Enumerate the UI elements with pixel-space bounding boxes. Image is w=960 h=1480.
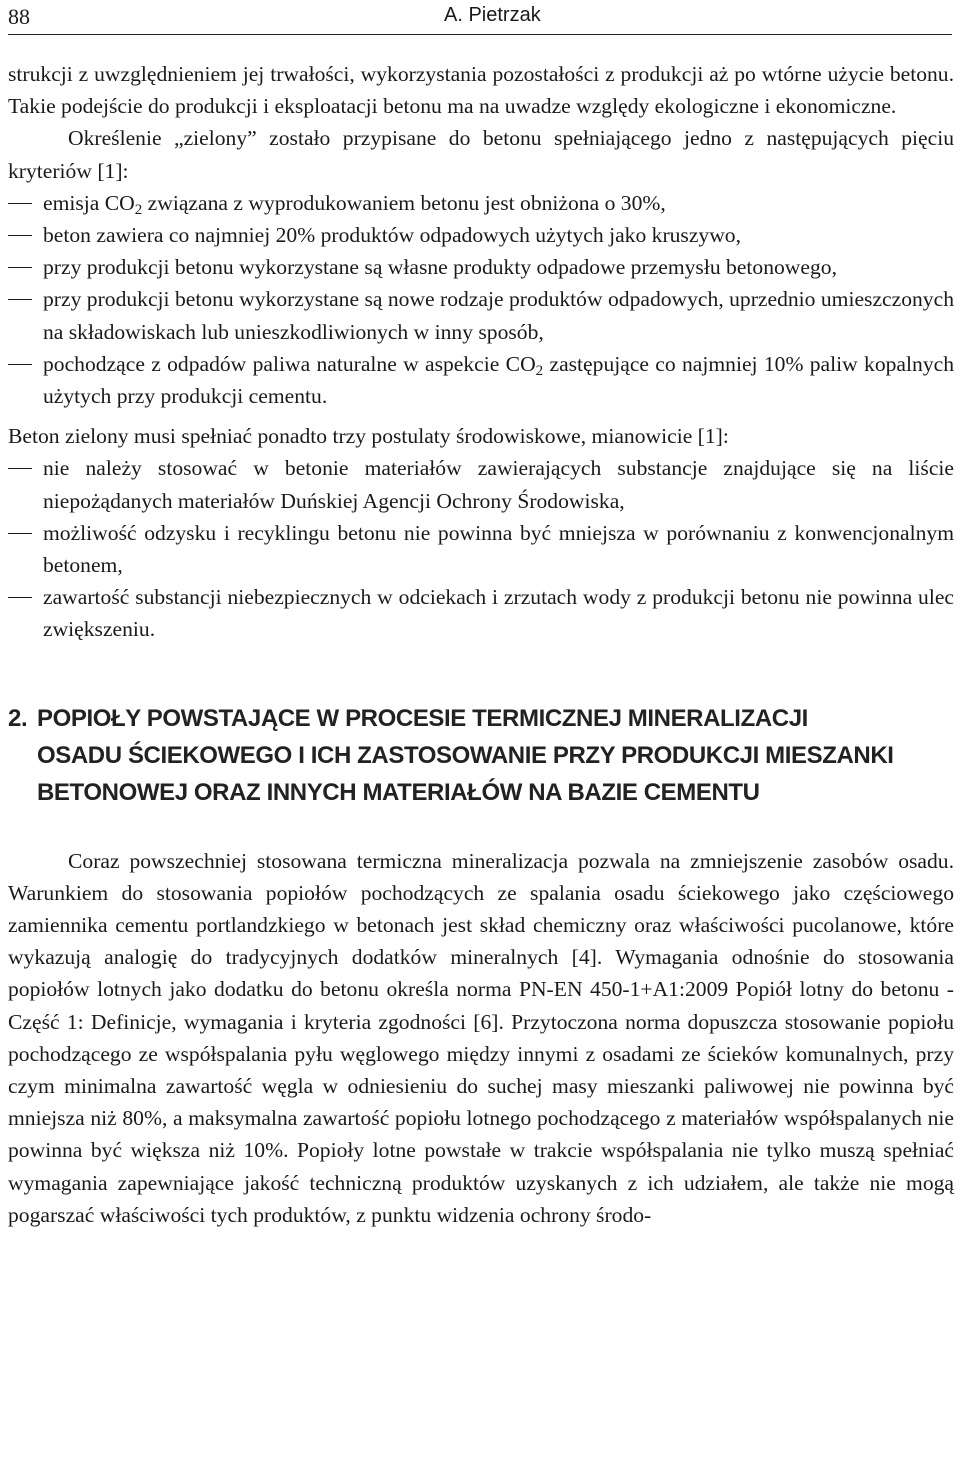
criteria-list xyxy=(8,187,954,412)
body-text xyxy=(8,58,954,1231)
postulate-item: możliwość odzysku i recyklingu betonu nie powinna być mniejsza w porównaniu z konwencjonalnym betonem, xyxy=(8,517,954,581)
paragraph-continuation: strukcji z uwzględnieniem jej trwałości, wykorzystania pozostałości z produkcji aż po wtórne użycie betonu. Takie podejście do produkcji i eksploatacji betonu ma na uwadze względy ekologiczne i ekonomiczne. xyxy=(8,62,954,119)
criteria-item: pochodzące z odpadów paliwa naturalne w aspekcie $CO_2$ zastępujące co najmniej 10% paliw kopalnych użytych przy produkcji cementu. xyxy=(8,348,954,412)
postulate-item: zawartość substancji niebezpiecznych w odciekach i zrzutach wody z produkcji betonu nie powinna ulec zwiększeniu. xyxy=(8,581,954,645)
section-number: 2. xyxy=(8,704,28,732)
criteria-item: emisja $CO_2$ związana z wyprodukowaniem betonu jest obniżona o 30%, xyxy=(8,187,954,219)
paragraph-postulates-intro: Beton zielony musi spełniać ponadto trzy postulaty środowiskowe, mianowicie [1]: xyxy=(8,424,729,449)
page-number: 88 xyxy=(8,4,30,29)
paragraph-fly-ash: Coraz powszechniej stosowana termiczna mineralizacja pozwala na zmniejszenie zasobów osadu. Warunkiem do stosowania popiołów pochodzących ze spalania osadu ściekowego jako częściowego zamiennika cementu portlandzkiego w betonach jest skład chemiczny oraz właściwości pucolanowe, które wykazują analogię do tradycyjnych dodatków mineralnych [4]. Wymagania odnośnie do stosowania popiołów lotnych jako dodatku do betonu określa norma PN-EN 450-1+A1:2009 Popiół lotny do betonu - Część 1: Definicje, wymagania i kryteria zgodności [6]. Przytoczona norma dopuszcza stosowanie popiołu pochodzącego ze współspalania pyłu węglowego między innymi z osadami ze ścieków komunalnych, przy czym minimalna zawartość węgla w odniesieniu do suchej masy mieszanki paliwowej nie powinna być mniejsza niż 80%, a maksymalna zawartość popiołu lotnego pochodzącego z materiałów współspalanych nie powinna być większa niż 10%. Popioły lotne powstałe w trakcie współspalania nie tylko muszą spełniać wymagania zapewniające jakość techniczną produktów uzyskanych z ich udziałem, ale także nie mogą pogarszać właściwości tych produktów, z punktu widzenia ochrony środo- xyxy=(8,848,954,1227)
criteria-item: beton zawiera co najmniej 20% produktów odpadowych użytych jako kruszywo, xyxy=(8,219,954,251)
criteria-item: przy produkcji betonu wykorzystane są własne produkty odpadowe przemysłu betonowego, xyxy=(8,251,954,283)
section-heading xyxy=(8,700,954,811)
section-title: POPIOŁY POWSTAJĄCE W PROCESIE TERMICZNEJ MINERALIZACJI OSADU ŚCIEKOWEGO I ICH ZASTOSOWANIE PRZY PRODUKCJI MIESZANKI BETONOWEJ ORAZ INNYCH MATERIAŁÓW NA BAZIE CEMENTU xyxy=(37,704,894,806)
paragraph-green-concrete-definition: Określenie „zielony” zostało przypisane do betonu spełniającego jedno z następujących pięciu kryteriów [1]: xyxy=(8,126,954,183)
running-head-author: A. Pietrzak xyxy=(444,4,541,26)
page-header xyxy=(8,0,952,35)
postulate-item: nie należy stosować w betonie materiałów zawierających substancje znajdujące się na liście niepożądanych materiałów Duńskiej Agencji Ochrony Środowiska, xyxy=(8,452,954,516)
criteria-item: przy produkcji betonu wykorzystane są nowe rodzaje produktów odpadowych, uprzednio umieszczonych na składowiskach lub unieszkodliwionych w inny sposób, xyxy=(8,283,954,347)
postulates-list xyxy=(8,452,954,645)
